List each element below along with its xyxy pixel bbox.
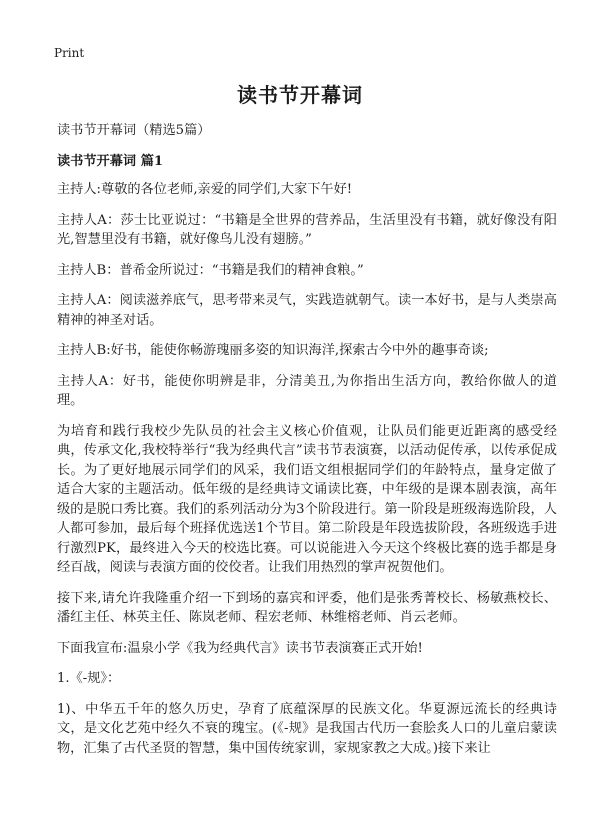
page-title: 读书节开幕词 [237,83,363,107]
paragraph: 1)、中华五千年的悠久历史，孕育了底蕴深厚的民族文化。华夏源远流长的经典诗文，是文化艺苑中经久不衰的瑰宝。(《-规》是我国古代历一套脍炙人口的儿童启蒙读物，汇集了古代圣贤的智慧，集中国传统家训，家规家教之大成。)接下来让 [57,701,557,756]
paragraph: 主持人A：莎士比亚说过：“书籍是全世界的营养品，生活里没有书籍，就好像没有阳光,智慧里没有书籍，就好像鸟儿没有翅膀。” [57,212,557,247]
paragraph: 为培育和践行我校少先队员的社会主义核心价值观，让队员们能更近距离的感受经典，传承文化,我校特举行“我为经典代言”读书节表演赛，以活动促传承，以传承促成长。为了更好地展示同学们的风采，我们语文组根据同学们的年龄特点，量身定做了适合大家的主题活动。低年级的是经典诗文诵读比赛，中年级的是课本剧表演，高年级的是脱口秀比赛。我们的系列活动分为3个阶段进行。第一阶段是班级海选阶段，人人都可参加，最后每个班择优选送1个节目。第二阶段是年段选拔阶段，各班级选手进行激烈PK，最终进入今天的校选比赛。可以说能进入今天这个终极比赛的选手都是身经百战，阅读与表演方面的佼佼者。让我们用热烈的掌声祝贺他们。 [57,423,557,575]
paragraph: 主持人B：普希金所说过：“书籍是我们的精神食粮。” [57,262,364,278]
document-body [57,121,557,769]
section-heading: 读书节开幕词 篇1 [57,153,164,169]
subtitle: 读书节开幕词（精选5篇） [57,123,211,138]
paragraph: 主持人:尊敬的各位老师,亲爱的同学们,大家下午好! [57,182,353,197]
paragraph: 主持人B:好书，能使你畅游瑰丽多姿的知识海洋,探索古今中外的趣事奇谈; [57,343,489,358]
print-link[interactable]: Print [54,46,85,60]
paragraph: 主持人A：好书，能使你明辨是非，分清美丑,为你指出生活方向，教给你做人的道理。 [57,373,557,408]
paragraph: 下面我宣布:温泉小学《我为经典代言》读书节表演赛正式开始! [57,640,423,656]
paragraph: 接下来,请允许我隆重介绍一下到场的嘉宾和评委，他们是张秀菁校长、杨敏燕校长、潘红主任、林英主任、陈岚老师、程宏老师、林维榕老师、肖云老师。 [57,590,557,625]
paragraph: 主持人A：阅读滋养底气，思考带来灵气，实践造就朝气。读一本好书，是与人类崇高精神的神圣对话。 [57,293,557,328]
paragraph: 1.《-规》： [57,671,121,686]
